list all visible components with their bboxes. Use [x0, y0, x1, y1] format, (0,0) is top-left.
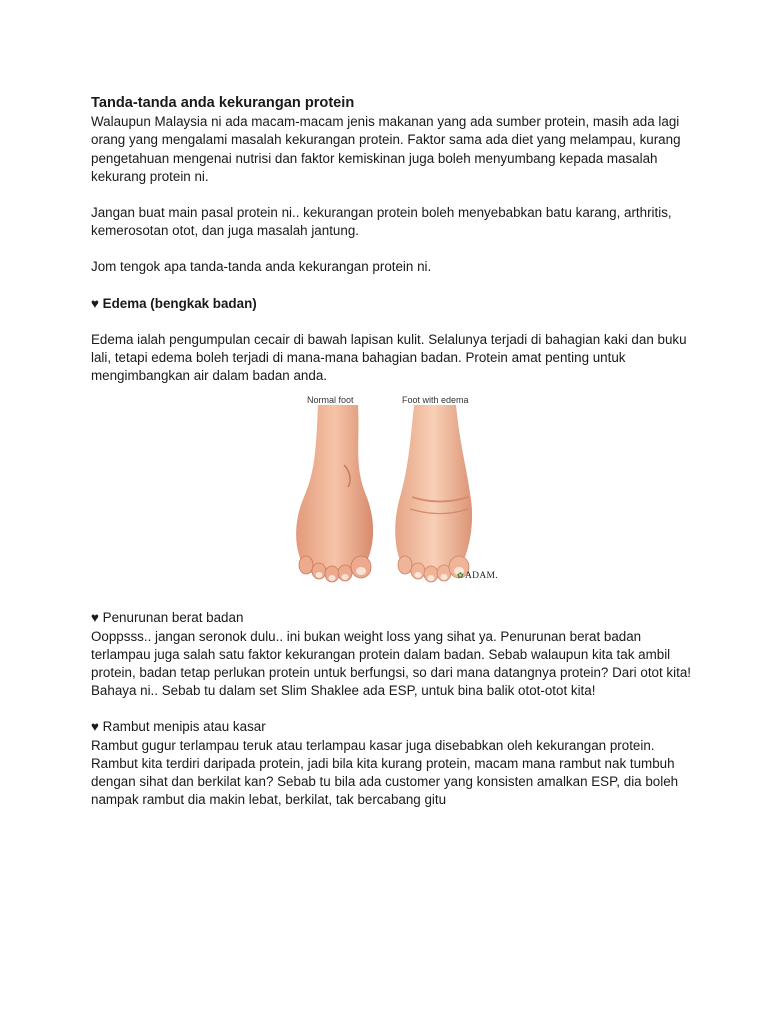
section-body-weight-loss: Ooppsss.. jangan seronok dulu.. ini bukan weight loss yang sihat ya. Penurunan berat badan terlampau juga salah satu faktor kekurangan protein dalam badan. Sebab walaupun kita tak ambil protein, badan tetap perlukan protein untuk berfungsi, so dari mana datangnya protein? Dari otot kita! Bahaya ni.. Sebab tu dalam set Slim Shaklee ada ESP, untuk bina balik otot-otot kita! — [91, 628, 691, 699]
section-heading-edema: ♥ Edema (bengkak badan) — [91, 295, 257, 311]
article-title: Tanda-tanda anda kekurangan protein — [91, 95, 355, 111]
section-heading-hair: ♥ Rambut menipis atau kasar — [91, 719, 266, 735]
section-heading-weight-loss: ♥ Penurunan berat badan — [91, 610, 244, 626]
section-body-hair: Rambut gugur terlampau teruk atau terlampau kasar juga disebabkan oleh kekurangan protein. Rambut kita terdiri daripada protein, jadi bila kita kurang protein, macam mana rambut nak tumbuh dengan sihat dan berkilat kan? Sebab tu bila ada customer yang konsisten amalkan ESP, dia boleh nampak rambut dia makin lebat, berkilat, tak bercabang gitu — [91, 737, 679, 808]
normal-foot — [296, 405, 373, 582]
article — [91, 94, 691, 809]
feet-image — [290, 405, 520, 585]
section-body-edema: Edema ialah pengumpulan cecair di bawah lapisan kulit. Selalunya terjadi di bahagian kaki dan buku lali, tetapi edema boleh terjadi di mana-mana bahagian badan. Protein amat penting untuk mengimbangkan air dalam badan anda. — [91, 331, 687, 384]
intro-paragraph-3: Jom tengok apa tanda-tanda anda kekurangan protein ni. — [91, 259, 432, 275]
adam-logo: ✿ADAM. — [457, 571, 498, 582]
intro-paragraph-1: Walaupun Malaysia ni ada macam-macam jenis makanan yang ada sumber protein, masih ada lagi orang yang mengalami masalah kekurangan protein. Faktor sama ada diet yang melampau, kurang pengetahuan mengenai nutrisi dan faktor kemiskinan juga boleh menyumbang kepada masalah kekurang protein ni. — [91, 114, 681, 184]
edema-illustration — [290, 391, 520, 591]
edema-foot-label: Foot with edema — [402, 395, 469, 406]
intro-paragraph-2: Jangan buat main pasal protein ni.. kekurangan protein boleh menyebabkan batu karang, arthritis, kemerosotan otot, dan juga masalah jantung. — [91, 205, 672, 239]
normal-foot-label: Normal foot — [307, 395, 354, 406]
edema-foot — [395, 405, 472, 582]
